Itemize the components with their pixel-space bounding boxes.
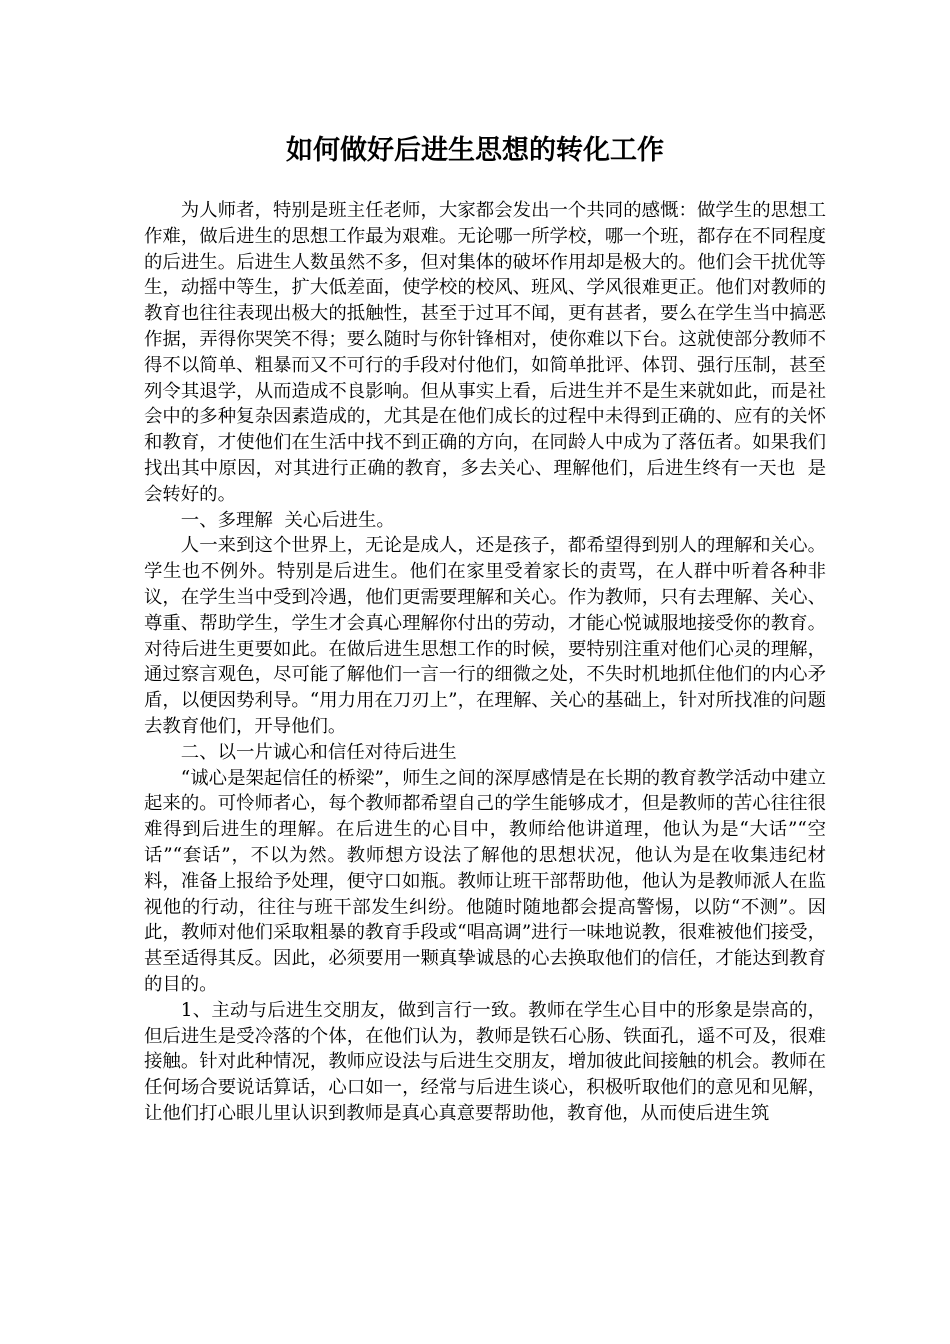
document-body <box>144 198 826 1127</box>
section-heading-1: 一、多理解 关心后进生。 <box>180 509 395 531</box>
paragraph-intro: 为人师者，特别是班主任老师，大家都会发出一个共同的感慨：做学生的思想工作难，做后进生的思想工作最为艰难。无论哪一所学校，哪一个班，都存在不同程度的后进生。后进生人数虽然不多，但对集体的破坏作用却是极大的。他们会干扰优等生，动摇中等生，扩大低差面，使学校的校风、班风、学风很难更正。他们对教师的教育也往往表现出极大的抵触性，甚至于过耳不闻，更有甚者，要么在学生当中搞恶作据，弄得你哭笑不得；要么随时与你针锋相对，使你难以下台。这就使部分教师不得不以简单、粗暴而又不可行的手段对付他们，如简单批评、体罚、强行压制，甚至列令其退学，从而造成不良影响。但从事实上看，后进生并不是生来就如此，而是社会中的多种复杂因素造成的，尤其是在他们成长的过程中未得到正确的、应有的关怀和教育，才使他们在生活中找不到正确的方向，在同龄人中成为了落伍者。如果我们找出其中原因，对其进行正确的教育，多去关心、理解他们，后进生终有一天也 是会转好的。 <box>144 200 826 505</box>
paragraph-section-2: “诚心是架起信任的桥梁”，师生之间的深厚感情是在长期的教育教学活动中建立起来的。可怜师者心，每个教师都希望自己的学生能够成才，但是教师的苦心往往很难得到后进生的理解。在后进生的心目中，教师给他讲道理，他认为是“大话”“空话”“套话”，不以为然。教师想方设法了解他的思想状况，他认为是在收集违纪材料，准备上报给予处理，便守口如瓶。教师让班干部帮助他，他认为是教师派人在监视他的行动，往往与班干部发生纠纷。他随时随地都会提高警惕，以防“不测”。因此，教师对他们采取粗暴的教育手段或“唱高调”进行一味地说教，很难被他们接受，甚至适得其反。因此，必须要用一颗真挚诚恳的心去换取他们的信任，才能达到教育的目的。 <box>144 767 826 995</box>
section-heading-2: 二、以一片诚心和信任对待后进生 <box>180 741 457 763</box>
paragraph-subsection-1: 1、主动与后进生交朋友，做到言行一致。教师在学生心目中的形象是崇高的，但后进生是受冷落的个体，在他们认为，教师是铁石心肠、铁面孔，遥不可及，很难接触。针对此种情况，教师应设法与后进生交朋友，增加彼此间接触的机会。教师在任何场合要说话算话，心口如一，经常与后进生谈心，积极听取他们的意见和见解，让他们打心眼儿里认识到教师是真心真意要帮助他，教育他，从而使后进生筑 <box>144 999 826 1124</box>
document-title: 如何做好后进生思想的转化工作 <box>286 135 664 166</box>
paragraph-section-1: 人一来到这个世界上，无论是成人，还是孩子，都希望得到别人的理解和关心。学生也不例外。特别是后进生。他们在家里受着家长的责骂，在人群中听着各种非议，在学生当中受到冷遇，他们更需要理解和关心。作为教师，只有去理解、关心、尊重、帮助学生，学生才会真心理解你付出的劳动，才能心悦诚服地接受你的教育。对待后进生更要如此。在做后进生思想工作的时候，要特别注重对他们心灵的理解，通过察言观色，尽可能了解他们一言一行的细微之处，不失时机地抓住他们的内心矛盾，以便因势利导。“用力用在刀刃上”，在理解、关心的基础上，针对所找准的问题去教育他们，开导他们。 <box>144 535 826 737</box>
